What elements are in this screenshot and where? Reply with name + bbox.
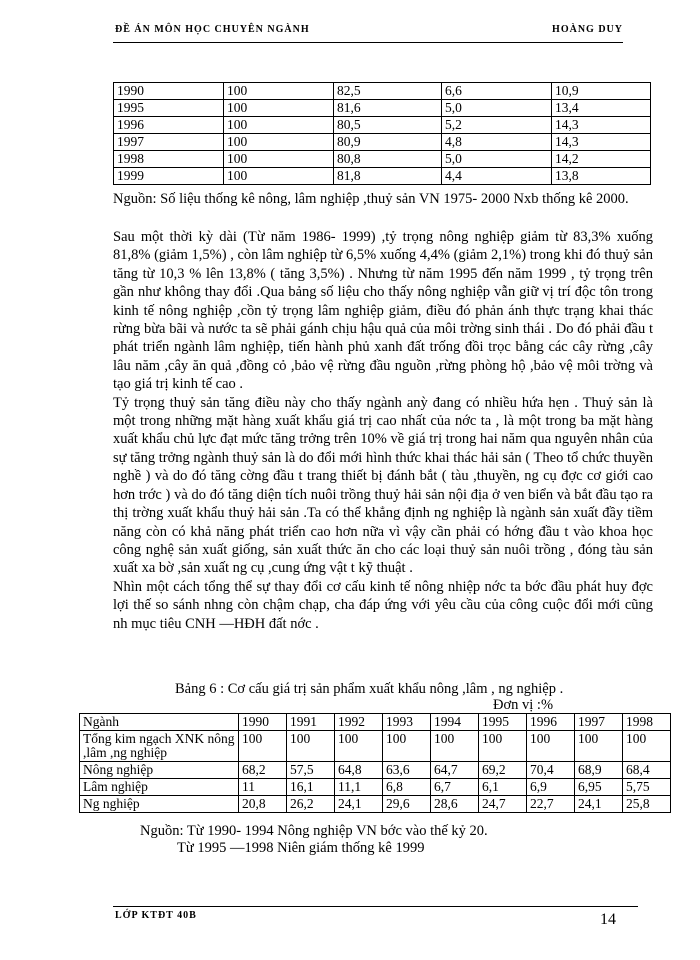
table-cell: 100 xyxy=(224,83,334,100)
column-header: 1996 xyxy=(527,714,575,731)
table-row xyxy=(114,117,651,134)
table-cell: 5,2 xyxy=(442,117,552,134)
header-author: HOÀNG DUY xyxy=(552,24,623,35)
row-label: Nông nghiệp xyxy=(80,762,239,779)
table-cell: 57,5 xyxy=(287,762,335,779)
table-cell: 100 xyxy=(479,731,527,762)
table-cell: 14,3 xyxy=(552,134,651,151)
table-row xyxy=(80,731,671,762)
table-cell: 20,8 xyxy=(239,796,287,813)
table-cell: 11,1 xyxy=(335,779,383,796)
footer-class: LỚP KTĐT 40B xyxy=(115,910,197,921)
column-header: 1994 xyxy=(431,714,479,731)
table-cell: 100 xyxy=(383,731,431,762)
table-cell: 80,8 xyxy=(334,151,442,168)
table-cell: 28,6 xyxy=(431,796,479,813)
column-header: 1995 xyxy=(479,714,527,731)
table-cell: 13,4 xyxy=(552,100,651,117)
page-number: 14 xyxy=(600,911,616,928)
table-cell: 64,8 xyxy=(335,762,383,779)
table-cell: 24,1 xyxy=(335,796,383,813)
table-cell: 6,8 xyxy=(383,779,431,796)
export-structure-table xyxy=(79,713,671,813)
column-header: 1992 xyxy=(335,714,383,731)
table-row xyxy=(114,134,651,151)
table-cell: 100 xyxy=(623,731,671,762)
table-row xyxy=(80,796,671,813)
table-cell: 100 xyxy=(527,731,575,762)
table-cell: 68,2 xyxy=(239,762,287,779)
paragraph: Sau một thời kỳ dài (Từ năm 1986- 1999) ,tỷ trọng nông nghiệp giảm từ 83,3% xuống 81,8% (giảm 1,5%) , còn lâm nghiệp từ 6,5% xuống 4,4% (giảm 2,1%) trong khi đó thuỷ sản tăng từ 10,3 % lên 13,8% ( tăng 3,5%) . Nhưng từ năm 1995 đến năm 1999 , tỷ trọng trên gần như không thay đổi .Qua bảng số liệu cho thấy nông nghiệp vẫn giữ vị trí độc tôn trong kinh tế nông nghiệp ,cồn tỷ trọng lâm nghiệp giảm, điều đó phản ánh thực trạng khai thác rừng bừa bãi và nước ta sẽ phải gánh chịu hậu quả của môi trờng sinh thái . Do đó phải đầu t phát triển ngành lâm nghiệp, tiến hành phủ xanh đất trống đồi trọc bằng các cây rừng ,cây lâu năm ,cây ăn quả ,đồng cỏ ,bảo vệ rừng đầu nguồn ,rừng phòng hộ ,bảo vệ môi trờng và tạo giá trị kinh tế cao . xyxy=(113,229,653,393)
table-cell: 5,0 xyxy=(442,151,552,168)
table-cell: 64,7 xyxy=(431,762,479,779)
table-cell: 16,1 xyxy=(287,779,335,796)
body-text xyxy=(113,228,653,633)
table-cell: 1997 xyxy=(114,134,224,151)
table-cell: 11 xyxy=(239,779,287,796)
header-course-title: ĐỀ ÁN MÔN HỌC CHUYÊN NGÀNH xyxy=(115,24,310,35)
paragraph: Nhìn một cách tổng thể sự thay đổi cơ cấu kinh tế nông nhiệp nớc ta bớc đầu phát huy đợc lợi thế so sánh nhng còn chậm chạp, cha đáp ứng với yêu cầu của công cuộc đổi mới cũng nh mục tiêu CNH —HĐH đất nớc . xyxy=(113,578,653,632)
table-cell: 6,1 xyxy=(479,779,527,796)
column-header: Ngành xyxy=(80,714,239,731)
table1-source xyxy=(113,190,653,208)
table-cell: 29,6 xyxy=(383,796,431,813)
table-cell: 100 xyxy=(224,168,334,185)
table-cell: 6,7 xyxy=(431,779,479,796)
column-header: 1993 xyxy=(383,714,431,731)
source-line-2: Từ 1995 —1998 Niên giám thống kê 1999 xyxy=(177,840,425,856)
table2-source xyxy=(140,823,488,857)
table-cell: 13,8 xyxy=(552,168,651,185)
table-row xyxy=(114,83,651,100)
table-cell: 100 xyxy=(335,731,383,762)
column-header: 1991 xyxy=(287,714,335,731)
table-cell: 1995 xyxy=(114,100,224,117)
table-row xyxy=(80,762,671,779)
table-cell: 10,9 xyxy=(552,83,651,100)
table-cell: 5,0 xyxy=(442,100,552,117)
table-cell: 1990 xyxy=(114,83,224,100)
table-cell: 100 xyxy=(287,731,335,762)
table-cell: 22,7 xyxy=(527,796,575,813)
table-cell: 70,4 xyxy=(527,762,575,779)
table-cell: 68,9 xyxy=(575,762,623,779)
column-header: 1998 xyxy=(623,714,671,731)
table-cell: 6,9 xyxy=(527,779,575,796)
table-cell: 14,2 xyxy=(552,151,651,168)
table-cell: 81,6 xyxy=(334,100,442,117)
table-cell: 100 xyxy=(575,731,623,762)
table-cell: 26,2 xyxy=(287,796,335,813)
table-cell: 24,7 xyxy=(479,796,527,813)
table-cell: 6,95 xyxy=(575,779,623,796)
table-cell: 100 xyxy=(224,134,334,151)
table-cell: 25,8 xyxy=(623,796,671,813)
table-cell: 100 xyxy=(224,117,334,134)
page-footer xyxy=(113,906,638,937)
row-label: Tổng kim ngạch XNK nông ,lâm ,ng nghiệp xyxy=(80,731,239,762)
column-header: 1990 xyxy=(239,714,287,731)
table-cell: 1996 xyxy=(114,117,224,134)
page-header xyxy=(113,20,623,43)
table-row xyxy=(114,168,651,185)
table-cell: 1998 xyxy=(114,151,224,168)
table-cell: 69,2 xyxy=(479,762,527,779)
table-row xyxy=(80,779,671,796)
table-cell: 100 xyxy=(224,151,334,168)
table-cell: 100 xyxy=(239,731,287,762)
table-cell: 80,5 xyxy=(334,117,442,134)
table-cell: 81,8 xyxy=(334,168,442,185)
table-cell: 82,5 xyxy=(334,83,442,100)
table-cell: 100 xyxy=(431,731,479,762)
table-cell: 1999 xyxy=(114,168,224,185)
source-note: Nguồn: Số liệu thống kê nông, lâm nghiệp ,thuỷ sản VN 1975- 2000 Nxb thống kê 2000. xyxy=(113,191,629,207)
table-cell: 68,4 xyxy=(623,762,671,779)
table-row xyxy=(114,100,651,117)
table-cell: 80,9 xyxy=(334,134,442,151)
table-cell: 4,4 xyxy=(442,168,552,185)
table-row xyxy=(114,151,651,168)
source-line-1: Nguồn: Từ 1990- 1994 Nông nghiệp VN bớc vào thế kỷ 20. xyxy=(140,823,488,839)
table-cell: 4,8 xyxy=(442,134,552,151)
table2-unit: Đơn vị :% xyxy=(493,697,554,713)
table2-caption: Bảng 6 : Cơ cấu giá trị sản phẩm xuất khẩu nông ,lâm , ng nghiệp . xyxy=(175,681,564,697)
row-label: Lâm nghiệp xyxy=(80,779,239,796)
table-header-row xyxy=(80,714,671,731)
column-header: 1997 xyxy=(575,714,623,731)
table-cell: 14,3 xyxy=(552,117,651,134)
table-cell: 6,6 xyxy=(442,83,552,100)
paragraph: Tỷ trọng thuỷ sản tăng điều này cho thấy ngành anỳ đang có nhiều hứa hẹn . Thuỷ sản là một trong những mặt hàng xuất khẩu giá trị cao nhất của nớc ta , là một trong ba mặt hàng xuất khẩu chủ lực đạt mức tăng trởng trên 10% về giá trị trong hai năm qua nguyên nhân của sự tăng trởng ngành thuỷ sản là do đổi mới hình thức khai thác hải sản ( Theo tổ chức thuyền nghề ) và do đó tăng cờng đầu t trang thiết bị đánh bắt ( tàu ,thuyền, ng cụ đợc cơ giới cao hơn trớc ) và do đó tăng diện tích nuôi trồng thuỷ hải sản nội địa ở ven biển và bắt đầu tạo ra thị trờng xuất khẩu thuỷ hải sản .Ta có thể khẳng định ng nghiệp là ngành sản xuất đầy tiềm năng còn có khả năng phát triển cao hơn nữa vì vậy cần phải có hớng đầu t vào khoa học công nghệ sản xuất giống, sản xuất thức ăn cho các loại thuỷ sản nuôi trồng , đóng tàu sản xuất xa bờ ,sản xuất ng cụ ,cung ứng vật t kỹ thuật . xyxy=(113,394,653,577)
table-cell: 100 xyxy=(224,100,334,117)
row-label: Ng nghiệp xyxy=(80,796,239,813)
table-cell: 63,6 xyxy=(383,762,431,779)
table-cell: 24,1 xyxy=(575,796,623,813)
table-cell: 5,75 xyxy=(623,779,671,796)
structure-table-1990-1999 xyxy=(113,82,651,185)
